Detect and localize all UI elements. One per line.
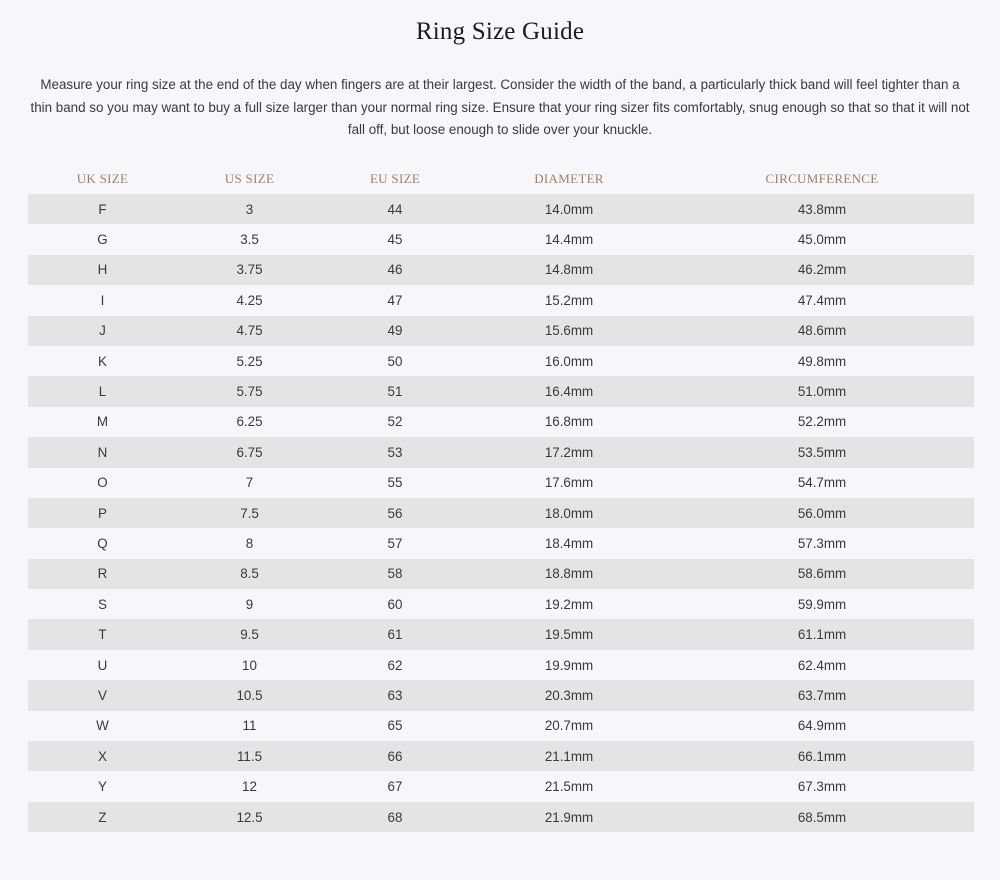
table-row	[28, 802, 974, 832]
uk-size-cell: R	[28, 559, 177, 589]
uk-size-cell: M	[96, 414, 109, 430]
us-size-cell: 5.25	[236, 353, 263, 369]
diameter-cell: 15.2mm	[544, 292, 594, 308]
table-body	[28, 194, 974, 832]
diameter-cell: 14.4mm	[544, 232, 594, 248]
eu-size-cell: 61	[322, 619, 468, 649]
circumference-cell: 49.8mm	[797, 353, 847, 369]
diameter-cell: 14.8mm	[468, 255, 670, 285]
eu-size-cell: 66	[322, 741, 468, 771]
eu-size-cell: 45	[387, 232, 403, 248]
eu-size-cell: 44	[322, 194, 468, 224]
us-size-cell: 12	[242, 779, 257, 795]
eu-size-cell: 51	[322, 376, 468, 406]
diameter-cell: 19.5mm	[468, 619, 670, 649]
table-row	[28, 711, 974, 741]
eu-size-cell: 60	[387, 596, 403, 612]
diameter-cell: 21.1mm	[468, 741, 670, 771]
table-row	[28, 437, 974, 467]
uk-size-cell: S	[98, 596, 107, 612]
circumference-cell: 43.8mm	[670, 194, 974, 224]
us-size-cell: 4.75	[177, 316, 322, 346]
circumference-cell: 46.2mm	[670, 255, 974, 285]
header-diameter: DIAMETER	[534, 171, 604, 186]
uk-size-cell: G	[97, 232, 108, 248]
us-size-cell: 10	[242, 657, 257, 673]
diameter-cell: 20.3mm	[468, 680, 670, 710]
circumference-cell: 48.6mm	[670, 316, 974, 346]
circumference-cell: 61.1mm	[670, 619, 974, 649]
diameter-cell: 16.8mm	[544, 414, 594, 430]
circumference-cell: 59.9mm	[797, 596, 847, 612]
circumference-cell: 66.1mm	[670, 741, 974, 771]
table-row	[28, 255, 974, 285]
circumference-cell: 63.7mm	[670, 680, 974, 710]
uk-size-cell: T	[28, 619, 177, 649]
eu-size-cell: 56	[322, 498, 468, 528]
table-row	[28, 680, 974, 710]
circumference-cell: 56.0mm	[670, 498, 974, 528]
us-size-cell: 11.5	[177, 741, 322, 771]
eu-size-cell: 53	[322, 437, 468, 467]
table-row	[28, 407, 974, 437]
eu-size-cell: 67	[387, 779, 403, 795]
us-size-cell: 10.5	[177, 680, 322, 710]
uk-size-cell: J	[28, 316, 177, 346]
us-size-cell: 3.5	[240, 232, 259, 248]
table-row	[28, 741, 974, 771]
diameter-cell: 16.0mm	[544, 353, 594, 369]
uk-size-cell: F	[28, 194, 177, 224]
header-eu-size: EU SIZE	[369, 171, 421, 186]
uk-size-cell: K	[98, 353, 107, 369]
diameter-cell: 21.9mm	[468, 802, 670, 832]
eu-size-cell: 68	[322, 802, 468, 832]
table-row	[28, 224, 974, 254]
eu-size-cell: 49	[322, 316, 468, 346]
eu-size-cell: 57	[387, 535, 403, 551]
intro-paragraph: Measure your ring size at the end of the day when fingers are at their largest. Consider the width of the band, a particularly thick band will feel tighter than a thin band so you may want to buy a full size larger than your normal ring size. Ensure that your ring sizer fits comfortably, snug enough so that so that it will not fall off, but loose enough to slide over your knuckle.	[30, 77, 970, 137]
circumference-cell: 47.4mm	[797, 292, 847, 308]
us-size-cell: 8	[245, 535, 254, 551]
diameter-cell: 17.2mm	[468, 437, 670, 467]
eu-size-cell: 50	[387, 353, 403, 369]
diameter-cell: 14.0mm	[468, 194, 670, 224]
diameter-cell: 18.4mm	[544, 535, 594, 551]
us-size-cell: 8.5	[177, 559, 322, 589]
uk-size-cell: Z	[28, 802, 177, 832]
uk-size-cell: U	[97, 657, 108, 673]
circumference-cell: 54.7mm	[797, 475, 847, 491]
uk-size-cell: I	[100, 292, 105, 308]
us-size-cell: 7.5	[177, 498, 322, 528]
us-size-cell: 6.75	[177, 437, 322, 467]
diameter-cell: 21.5mm	[544, 779, 594, 795]
circumference-cell: 64.9mm	[797, 718, 847, 734]
circumference-cell: 51.0mm	[670, 376, 974, 406]
diameter-cell: 17.6mm	[544, 475, 594, 491]
table-row	[28, 194, 974, 224]
header-circumference: CIRCUMFERENCE	[765, 171, 879, 186]
us-size-cell: 3.75	[177, 255, 322, 285]
eu-size-cell: 46	[322, 255, 468, 285]
diameter-cell: 15.6mm	[468, 316, 670, 346]
uk-size-cell: V	[28, 680, 177, 710]
table-row	[28, 376, 974, 406]
us-size-cell: 6.25	[236, 414, 263, 430]
circumference-cell: 68.5mm	[670, 802, 974, 832]
uk-size-cell: O	[97, 475, 108, 491]
circumference-cell: 57.3mm	[797, 535, 847, 551]
eu-size-cell: 58	[322, 559, 468, 589]
uk-size-cell: L	[28, 376, 177, 406]
circumference-cell: 62.4mm	[797, 657, 847, 673]
table-header-row	[28, 164, 974, 194]
uk-size-cell: X	[28, 741, 177, 771]
diameter-cell: 18.0mm	[468, 498, 670, 528]
uk-size-cell: W	[96, 718, 109, 734]
eu-size-cell: 63	[322, 680, 468, 710]
us-size-cell: 11	[242, 718, 257, 734]
table-row	[28, 285, 974, 315]
us-size-cell: 9	[245, 596, 254, 612]
us-size-cell: 9.5	[177, 619, 322, 649]
uk-size-cell: Y	[98, 779, 107, 795]
circumference-cell: 45.0mm	[797, 232, 847, 248]
us-size-cell: 7	[245, 475, 254, 491]
uk-size-cell: H	[28, 255, 177, 285]
header-us-size: US SIZE	[224, 171, 275, 186]
diameter-cell: 19.2mm	[544, 596, 594, 612]
uk-size-cell: N	[28, 437, 177, 467]
header-uk-size: UK SIZE	[76, 171, 129, 186]
uk-size-cell: P	[28, 498, 177, 528]
page-title: Ring Size Guide	[415, 18, 585, 45]
diameter-cell: 20.7mm	[544, 718, 594, 734]
uk-size-cell: Q	[97, 535, 108, 551]
circumference-cell: 58.6mm	[670, 559, 974, 589]
table-row	[28, 316, 974, 346]
table-row	[28, 559, 974, 589]
circumference-cell: 67.3mm	[797, 779, 847, 795]
eu-size-cell: 65	[387, 718, 403, 734]
table-row	[28, 346, 974, 376]
table-row	[28, 650, 974, 680]
diameter-cell: 16.4mm	[468, 376, 670, 406]
eu-size-cell: 62	[387, 657, 403, 673]
eu-size-cell: 52	[387, 414, 403, 430]
table-row	[28, 619, 974, 649]
circumference-cell: 52.2mm	[797, 414, 847, 430]
us-size-cell: 12.5	[177, 802, 322, 832]
us-size-cell: 5.75	[177, 376, 322, 406]
eu-size-cell: 47	[387, 292, 403, 308]
table-row	[28, 498, 974, 528]
us-size-cell: 3	[177, 194, 322, 224]
table-row	[28, 528, 974, 558]
table-row	[28, 771, 974, 801]
us-size-cell: 4.25	[236, 292, 263, 308]
table-row	[28, 468, 974, 498]
diameter-cell: 19.9mm	[544, 657, 594, 673]
eu-size-cell: 55	[387, 475, 403, 491]
ring-size-table	[28, 164, 974, 832]
circumference-cell: 53.5mm	[670, 437, 974, 467]
diameter-cell: 18.8mm	[468, 559, 670, 589]
table-row	[28, 589, 974, 619]
